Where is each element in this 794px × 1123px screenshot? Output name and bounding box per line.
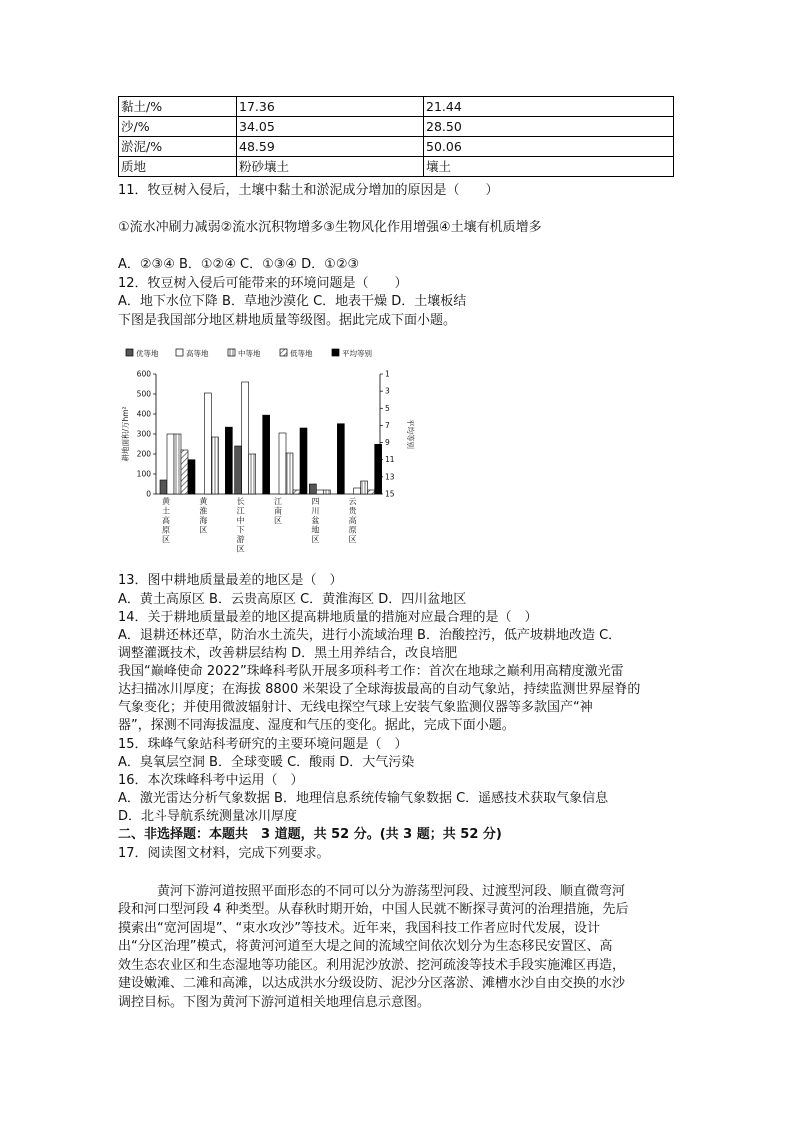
y-tick-label: 0 bbox=[146, 489, 151, 499]
bar-area bbox=[174, 434, 181, 494]
farmland-quality-chart bbox=[118, 340, 418, 565]
y-tick-label: 300 bbox=[136, 429, 151, 439]
table-cell: 17.36 bbox=[237, 97, 424, 117]
table-cell: 34.05 bbox=[237, 117, 424, 137]
bar-average-grade bbox=[337, 424, 344, 494]
intro-15-line2: 达扫描冰川厚度；在海拔 8800 米架设了全球海拔最高的自动气象站，持续监测世界屋脊的 bbox=[118, 682, 641, 697]
table-cell: 淤泥/% bbox=[119, 137, 237, 157]
intro-15-line3: 气象变化；并使用微波辐射计、无线电探空气球上安装气象监测仪器等多款国产“神 bbox=[118, 700, 593, 715]
q12-options: A．地下水位下降 B．草地沙漠化 C．地表干燥 D．土壤板结 bbox=[118, 294, 467, 309]
legend-label: 优等地 bbox=[136, 349, 159, 358]
y2-axis-label: 平均等别 bbox=[406, 419, 415, 449]
legend-swatch bbox=[280, 349, 287, 356]
q15-stem: 15．珠峰气象站科考研究的主要环境问题是（ ） bbox=[118, 737, 408, 752]
legend-label: 高等地 bbox=[186, 349, 209, 358]
q16-options-line1: A．激光雷达分析气象数据 B．地理信息系统传输气象数据 C．遥感技术获取气象信息 bbox=[118, 791, 609, 806]
bar-area bbox=[160, 480, 167, 494]
table-row bbox=[119, 117, 674, 137]
section-2-heading: 二、非选择题：本题共 3 道题，共 52 分。(共 3 题；共 52 分) bbox=[118, 827, 502, 842]
table-row bbox=[119, 157, 674, 177]
table-cell: 质地 bbox=[119, 157, 237, 177]
legend-swatch bbox=[228, 349, 235, 356]
y-tick-label: 200 bbox=[136, 449, 151, 459]
bar-area bbox=[286, 453, 293, 494]
q17-paragraph-line: 效生态农业区和生态湿地等功能区。利用泥沙放淤、挖河疏浚等技术手段实施滩区再造， bbox=[118, 958, 626, 973]
q13-stem: 13．图中耕地质量最差的地区是（ ） bbox=[118, 573, 343, 588]
q11-options: A．②③④ B．①②④ C．①③④ D．①②③ bbox=[118, 257, 360, 272]
q13-options: A．黄土高原区 B．云贵高原区 C．黄淮海区 D．四川盆地区 bbox=[118, 592, 467, 607]
y-tick-label: 600 bbox=[136, 369, 151, 379]
table-row bbox=[119, 137, 674, 157]
table-cell: 黏土/% bbox=[119, 97, 237, 117]
y2-tick-label: 13 bbox=[385, 472, 395, 482]
q14-options-line1: A．退耕还林还草，防治水土流失，进行小流域治理 B．治酸控汚，低产坡耕地改造 C． bbox=[118, 628, 622, 643]
intro-13: 下图是我国部分地区耕地质量等级图。据此完成下面小题。 bbox=[118, 313, 457, 328]
table-cell: 壤土 bbox=[424, 157, 674, 177]
legend-label: 低等地 bbox=[290, 349, 313, 358]
bar-area bbox=[293, 490, 300, 494]
bar-area bbox=[211, 437, 218, 494]
q14-options-line2: 调整灌溉技术，改善耕层结构 D．黑土用养结合，改良培肥 bbox=[118, 646, 458, 661]
table-cell: 粉砂壤土 bbox=[237, 157, 424, 177]
category-label: 长江中下游区 bbox=[236, 497, 245, 554]
y2-tick-label: 7 bbox=[385, 420, 390, 430]
bar-average-grade bbox=[263, 415, 270, 494]
table-cell: 50.06 bbox=[424, 137, 674, 157]
bar-average-grade bbox=[225, 427, 232, 494]
bar-area bbox=[368, 490, 375, 494]
legend-swatch bbox=[176, 349, 183, 356]
table-cell: 沙/% bbox=[119, 117, 237, 137]
y2-tick-label: 11 bbox=[385, 455, 395, 465]
y-tick-label: 500 bbox=[136, 389, 151, 399]
legend-label: 中等地 bbox=[238, 349, 261, 358]
soil-table bbox=[118, 96, 674, 177]
category-label: 云贵高原区 bbox=[348, 497, 357, 544]
q11-statements: ①流水冲刷力减弱②流水沉积物增多③生物风化作用增强④土壤有机质增多 bbox=[118, 220, 542, 235]
q17-paragraph-line: 建设嫩滩、二滩和高滩，以达成洪水分级设防、泥沙分区落淤、滩槽水沙自由交换的水沙 bbox=[118, 976, 626, 991]
y2-tick-label: 5 bbox=[385, 403, 390, 413]
q16-stem: 16．本次珠峰科考中运用（ ） bbox=[118, 773, 304, 788]
table-cell: 28.50 bbox=[424, 117, 674, 137]
legend-swatch bbox=[126, 349, 133, 356]
category-label: 黄土高原区 bbox=[162, 497, 170, 544]
bar-area bbox=[204, 393, 211, 494]
table-row bbox=[119, 97, 674, 117]
bar-area bbox=[309, 484, 316, 494]
q11-stem: 11．牧豆树入侵后，土壤中黏土和淤泥成分增加的原因是（ ） bbox=[118, 183, 499, 198]
q15-options: A．臭氧层空洞 B．全球变暖 C．酸雨 D．大气污染 bbox=[118, 755, 415, 770]
category-label: 江南区 bbox=[274, 497, 282, 525]
bar-area bbox=[249, 454, 256, 494]
category-label: 黄淮海区 bbox=[199, 497, 208, 535]
y-axis-label: 耕地面积/万hm² bbox=[121, 406, 130, 462]
bar-area bbox=[181, 450, 188, 494]
legend-swatch bbox=[332, 349, 339, 356]
q17-paragraph-line: 段和河口型河段 4 种类型。从春秋时期开始，中国人民就不断探寻黄河的治理措施，先后 bbox=[118, 902, 629, 917]
q14-stem: 14．关于耕地质量最差的地区提高耕地质量的措施对应最合理的是（ ） bbox=[118, 610, 538, 625]
y2-tick-label: 3 bbox=[385, 386, 390, 396]
q17-paragraph-line: 调控目标。下图为黄河下游河道相关地理信息示意图。 bbox=[118, 995, 431, 1010]
bar-area bbox=[323, 490, 330, 494]
q17-stem: 17．阅读图文材料，完成下列要求。 bbox=[118, 846, 330, 861]
q17-paragraph-line: 出“分区治理”模式，将黄河河道至大堤之间的流域空间依次划分为生态移民安置区、高 bbox=[118, 939, 613, 954]
bar-area bbox=[279, 433, 286, 494]
y2-tick-label: 9 bbox=[385, 438, 390, 448]
bar-average-grade bbox=[300, 428, 307, 494]
bar-area bbox=[354, 488, 361, 494]
bar-area bbox=[316, 490, 323, 494]
bar-average-grade bbox=[188, 460, 195, 494]
category-label: 四川盆地区 bbox=[311, 497, 320, 544]
y-tick-label: 400 bbox=[136, 409, 151, 419]
y-tick-label: 100 bbox=[136, 469, 151, 479]
bar-area bbox=[361, 481, 368, 494]
bar-area bbox=[242, 382, 249, 494]
q12-stem: 12．牧豆树入侵后可能带来的环境问题是（ ） bbox=[118, 276, 408, 291]
bar-area bbox=[235, 446, 242, 494]
intro-15-line1: 我国“巅峰使命 2022”珠峰科考队开展多项科考工作：首次在地球之巅利用高精度激光雷 bbox=[118, 664, 624, 679]
q17-paragraph-line: 摸索出“宽河固堤”、“束水攻沙”等技术。近年来，我国科技工作者应时代发展，设计 bbox=[118, 921, 600, 936]
y2-tick-label: 1 bbox=[385, 369, 390, 379]
bar-average-grade bbox=[375, 444, 382, 494]
table-cell: 21.44 bbox=[424, 97, 674, 117]
table-cell: 48.59 bbox=[237, 137, 424, 157]
intro-15-line4: 器”，探测不同海拔温度、湿度和气压的变化。据此，完成下面小题。 bbox=[118, 718, 515, 733]
y2-tick-label: 15 bbox=[385, 489, 395, 499]
bar-area bbox=[167, 434, 174, 494]
q16-options-line2: D．北斗导航系统测量冰川厚度 bbox=[118, 809, 298, 824]
q17-paragraph-line: 黄河下游河道按照平面形态的不同可以分为游荡型河段、过渡型河段、顺直微弯河 bbox=[118, 884, 626, 899]
legend-label: 平均等别 bbox=[342, 349, 372, 358]
